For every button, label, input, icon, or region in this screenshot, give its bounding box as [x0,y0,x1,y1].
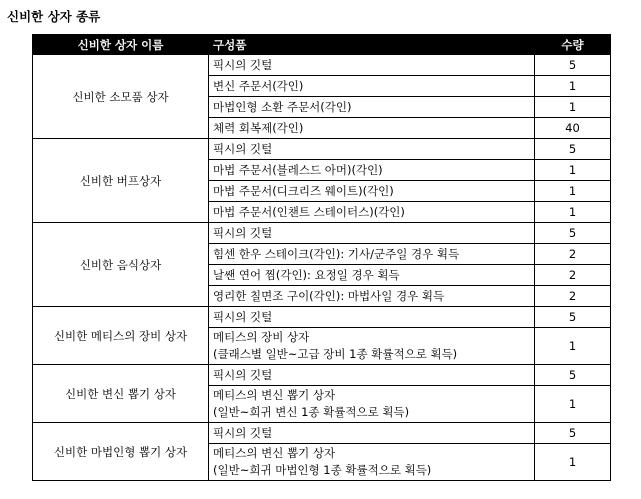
quantity-cell: 1 [535,386,611,423]
quantity-cell: 5 [535,55,611,76]
quantity-cell: 40 [535,118,611,139]
item-cell: 픽시의 깃털 [209,223,535,244]
item-cell: 픽시의 깃털 [209,365,535,386]
quantity-cell: 5 [535,423,611,444]
quantity-cell: 5 [535,307,611,328]
quantity-cell: 1 [535,97,611,118]
quantity-cell: 2 [535,286,611,307]
quantity-cell: 1 [535,160,611,181]
quantity-cell: 1 [535,202,611,223]
item-cell: 마법 주문서(인챈트 스테이터스)(각인) [209,202,535,223]
header-contents: 구성품 [209,35,535,55]
table-row [33,223,611,244]
item-cell: 변신 주문서(각인) [209,76,535,97]
item-cell: 날쌘 연어 찜(각인): 요정일 경우 획득 [209,265,535,286]
table-row [33,365,611,386]
quantity-cell: 1 [535,181,611,202]
box-name-cell: 신비한 마법인형 뽑기 상자 [33,423,209,481]
item-cell: 픽시의 깃털 [209,139,535,160]
item-cell: 픽시의 깃털 [209,55,535,76]
item-cell: 메티스의 장비 상자 (클래스별 일반~고급 장비 1종 확률적으로 획득) [209,328,535,365]
item-cell: 마법 주문서(디크리즈 웨이트)(각인) [209,181,535,202]
quantity-cell: 1 [535,76,611,97]
item-cell: 메티스의 변신 뽑기 상자 (일반~희귀 마법인형 1종 확률적으로 획득) [209,444,535,481]
quantity-cell: 2 [535,244,611,265]
box-name-cell: 신비한 메티스의 장비 상자 [33,307,209,365]
box-name-cell: 신비한 소모품 상자 [33,55,209,139]
item-cell: 픽시의 깃털 [209,307,535,328]
box-contents-table [32,34,611,481]
quantity-cell: 2 [535,265,611,286]
item-cell: 픽시의 깃털 [209,423,535,444]
table-row [33,423,611,444]
page-title: 신비한 상자 종류 [7,9,101,24]
header-quantity: 수량 [535,35,611,55]
quantity-cell: 1 [535,328,611,365]
item-cell: 힘센 한우 스테이크(각인): 기사/군주일 경우 획득 [209,244,535,265]
table-header-row [33,35,611,55]
item-cell: 마법 주문서(블레스드 아머)(각인) [209,160,535,181]
item-cell: 체력 회복제(각인) [209,118,535,139]
box-name-cell: 신비한 음식상자 [33,223,209,307]
table-row [33,55,611,76]
item-cell: 영리한 칠면조 구이(각인): 마법사일 경우 획득 [209,286,535,307]
quantity-cell: 5 [535,139,611,160]
box-name-cell: 신비한 변신 뽑기 상자 [33,365,209,423]
table-row [33,139,611,160]
header-box-name: 신비한 상자 이름 [33,35,209,55]
box-name-cell: 신비한 버프상자 [33,139,209,223]
table-row [33,307,611,328]
quantity-cell: 5 [535,223,611,244]
item-cell: 마법인형 소환 주문서(각인) [209,97,535,118]
quantity-cell: 1 [535,444,611,481]
item-cell: 메티스의 변신 뽑기 상자 (일반~희귀 변신 1종 확률적으로 획득) [209,386,535,423]
quantity-cell: 5 [535,365,611,386]
